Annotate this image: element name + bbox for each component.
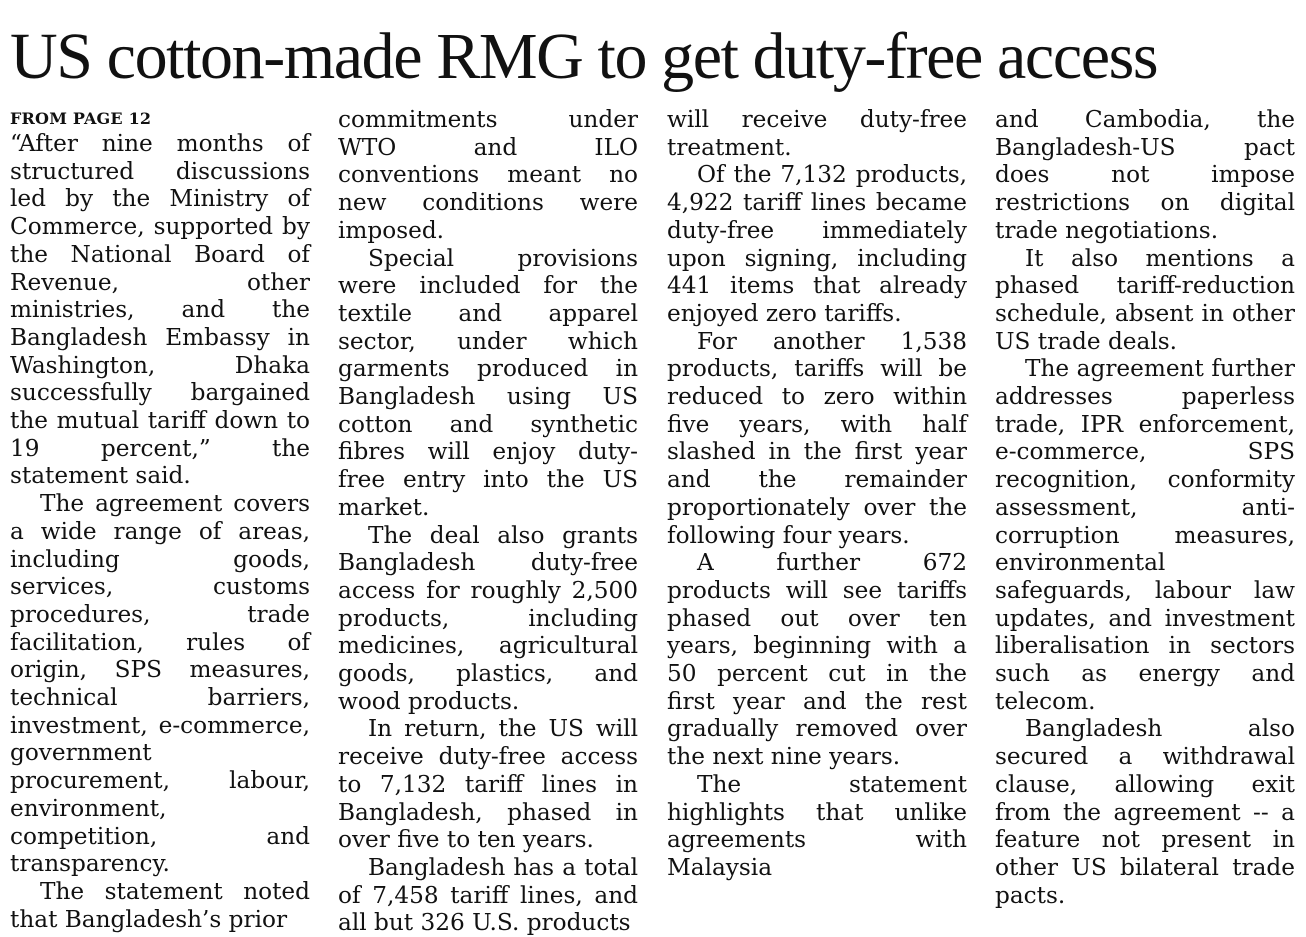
paragraph: The statement highlights that unlike agreements with Malaysia [667,770,967,881]
paragraph: A further 672 products will see tariffs phased out over ten years, beginning with a 50 percent cut in the first year and the rest gradually removed over the next nine years. [667,549,967,771]
article-column-1 [10,108,310,933]
headline: US cotton-made RMG to get duty-free access [10,20,1158,93]
paragraph: will receive duty-free treatment. [667,106,967,161]
paragraph: The deal also grants Bangladesh duty-free access for roughly 2,500 products, including medicines, agricultural goods, plastics, and wood products. [338,521,638,715]
paragraph: The statement noted that Bangladesh’s prior [10,877,310,933]
continued-from-kicker: FROM PAGE 12 [10,109,152,128]
paragraph: Of the 7,132 products, 4,922 tariff lines became duty-free immediately upon signing, including 441 items that already enjoyed zero tariffs. [667,161,967,327]
paragraph: For another 1,538 products, tariffs will be reduced to zero within five years, with half slashed in the first year and the remainder proportionately over the following four years. [667,327,967,549]
paragraph: Bangladesh has a total of 7,458 tariff lines, and all but 326 U.S. products [338,853,638,937]
article-column-3 [667,106,967,881]
paragraph: It also mentions a phased tariff-reduction schedule, absent in other US trade deals. [995,244,1295,355]
paragraph: The agreement further addresses paperless trade, IPR enforcement, e-commerce, SPS recognition, conformity assessment, anti-corruption measures, environmental safeguards, labour law updates, and investment liberalisation in sectors such as energy and telecom. [995,355,1295,715]
paragraph: commitments under WTO and ILO conventions meant no new conditions were imposed. [338,106,638,244]
paragraph: Special provisions were included for the textile and apparel sector, under which garments produced in Bangladesh using US cotton and synthetic fibres will enjoy duty-free entry into the US market. [338,244,638,521]
paragraph: “After nine months of structured discussions led by the Ministry of Commerce, supported by the National Board of Revenue, other ministries, and the Bangladesh Embassy in Washington, Dhaka successfully bargained the mutual tariff down to 19 percent,” the statement said. [10,130,310,490]
paragraph: The agreement covers a wide range of areas, including goods, services, customs procedures, trade facilitation, rules of origin, SPS measures, technical barriers, investment, e-commerce, government procurement, labour, environment, competition, and transparency. [10,490,310,878]
paragraph: In return, the US will receive duty-free access to 7,132 tariff lines in Bangladesh, phased in over five to ten years. [338,715,638,854]
article-column-4 [995,106,1295,909]
paragraph: Bangladesh also secured a withdrawal clause, allowing exit from the agreement -- a feature not present in other US bilateral trade pacts. [995,715,1295,909]
article-column-2 [338,106,638,937]
paragraph: and Cambodia, the Bangladesh-US pact does not impose restrictions on digital trade negotiations. [995,106,1295,244]
